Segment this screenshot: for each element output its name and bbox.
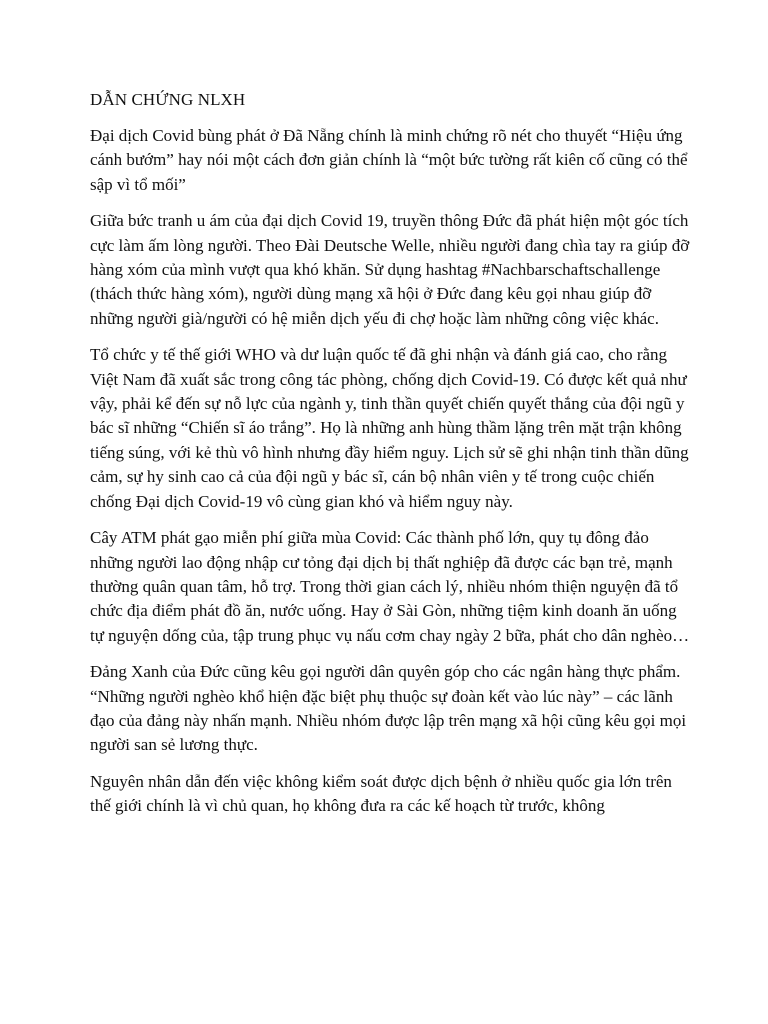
paragraph-covid-da-nang: Đại dịch Covid bùng phát ở Đã Nẵng chính là minh chứng rõ nét cho thuyết “Hiệu ứng cánh bướm” hay nói một cách đơn giản chính là “một bức tường rất kiên cố cũng có thể sập vì tổ mối” — [90, 126, 688, 194]
document-page — [90, 88, 690, 831]
paragraph-green-party: Đảng Xanh của Đức cũng kêu gọi người dân quyên góp cho các ngân hàng thực phẩm. “Những người nghèo khổ hiện đặc biệt phụ thuộc sự đoàn kết vào lúc này” – các lãnh đạo của đảng này nhấn mạnh. Nhiều nhóm được lập trên mạng xã hội cũng kêu gọi mọi người san sẻ lương thực. — [90, 662, 687, 755]
document-heading: DẪN CHỨNG NLXH — [90, 90, 246, 109]
paragraph-germany-neighbors: Giữa bức tranh u ám của đại dịch Covid 19, truyền thông Đức đã phát hiện một góc tích cực làm ấm lòng người. Theo Đài Deutsche Welle, nhiều người đang chìa tay ra giúp đỡ hàng xóm của mình vượt qua khó khăn. Sử dụng hashtag #Nachbarschaftschallenge (thách thức hàng xóm), người dùng mạng xã hội ở Đức đang kêu gọi nhau giúp đỡ những người già/người có hệ miễn dịch yếu đi chợ hoặc làm những công việc khác. — [90, 211, 690, 328]
paragraph-rice-atm: Cây ATM phát gạo miễn phí giữa mùa Covid: Các thành phố lớn, quy tụ đông đảo những người lao động nhập cư tỏng đại dịch bị thất nghiệp đã được các bạn trẻ, mạnh thường quân quan tâm, hỗ trợ. Trong thời gian cách lý, nhiều nhóm thiện nguyện đã tổ chức địa điểm phát đồ ăn, nước uống. Hay ở Sài Gòn, những tiệm kinh doanh ăn uống tự nguyện dống của, tập trung phục vụ nấu cơm chay ngày 2 bữa, phát cho dân nghèo… — [90, 528, 690, 645]
paragraph-who-vietnam: Tổ chức y tế thế giới WHO và dư luận quốc tế đã ghi nhận và đánh giá cao, cho rằng Việt Nam đã xuất sắc trong công tác phòng, chống dịch Covid-19. Có được kết quả như vậy, phải kể đến sự nỗ lực của ngành y, tinh thần quyết chiến quyết thắng của đội ngũ y bác sĩ những “Chiến sĩ áo trắng”. Họ là những anh hùng thầm lặng trên mặt trận không tiếng súng, với kẻ thù vô hình nhưng đầy hiểm nguy. Lịch sử sẽ ghi nhận tinh thần dũng cảm, sự hy sinh cao cả của đội ngũ y bác sĩ, cán bộ nhân viên y tế trong cuộc chiến chống Đại dịch Covid-19 vô cùng gian khó và hiểm nguy này. — [90, 345, 689, 511]
paragraph-causes: Nguyên nhân dẫn đến việc không kiểm soát được dịch bệnh ở nhiều quốc gia lớn trên thế giới chính là vì chủ quan, họ không đưa ra các kế hoạch từ trước, không — [90, 771, 672, 816]
